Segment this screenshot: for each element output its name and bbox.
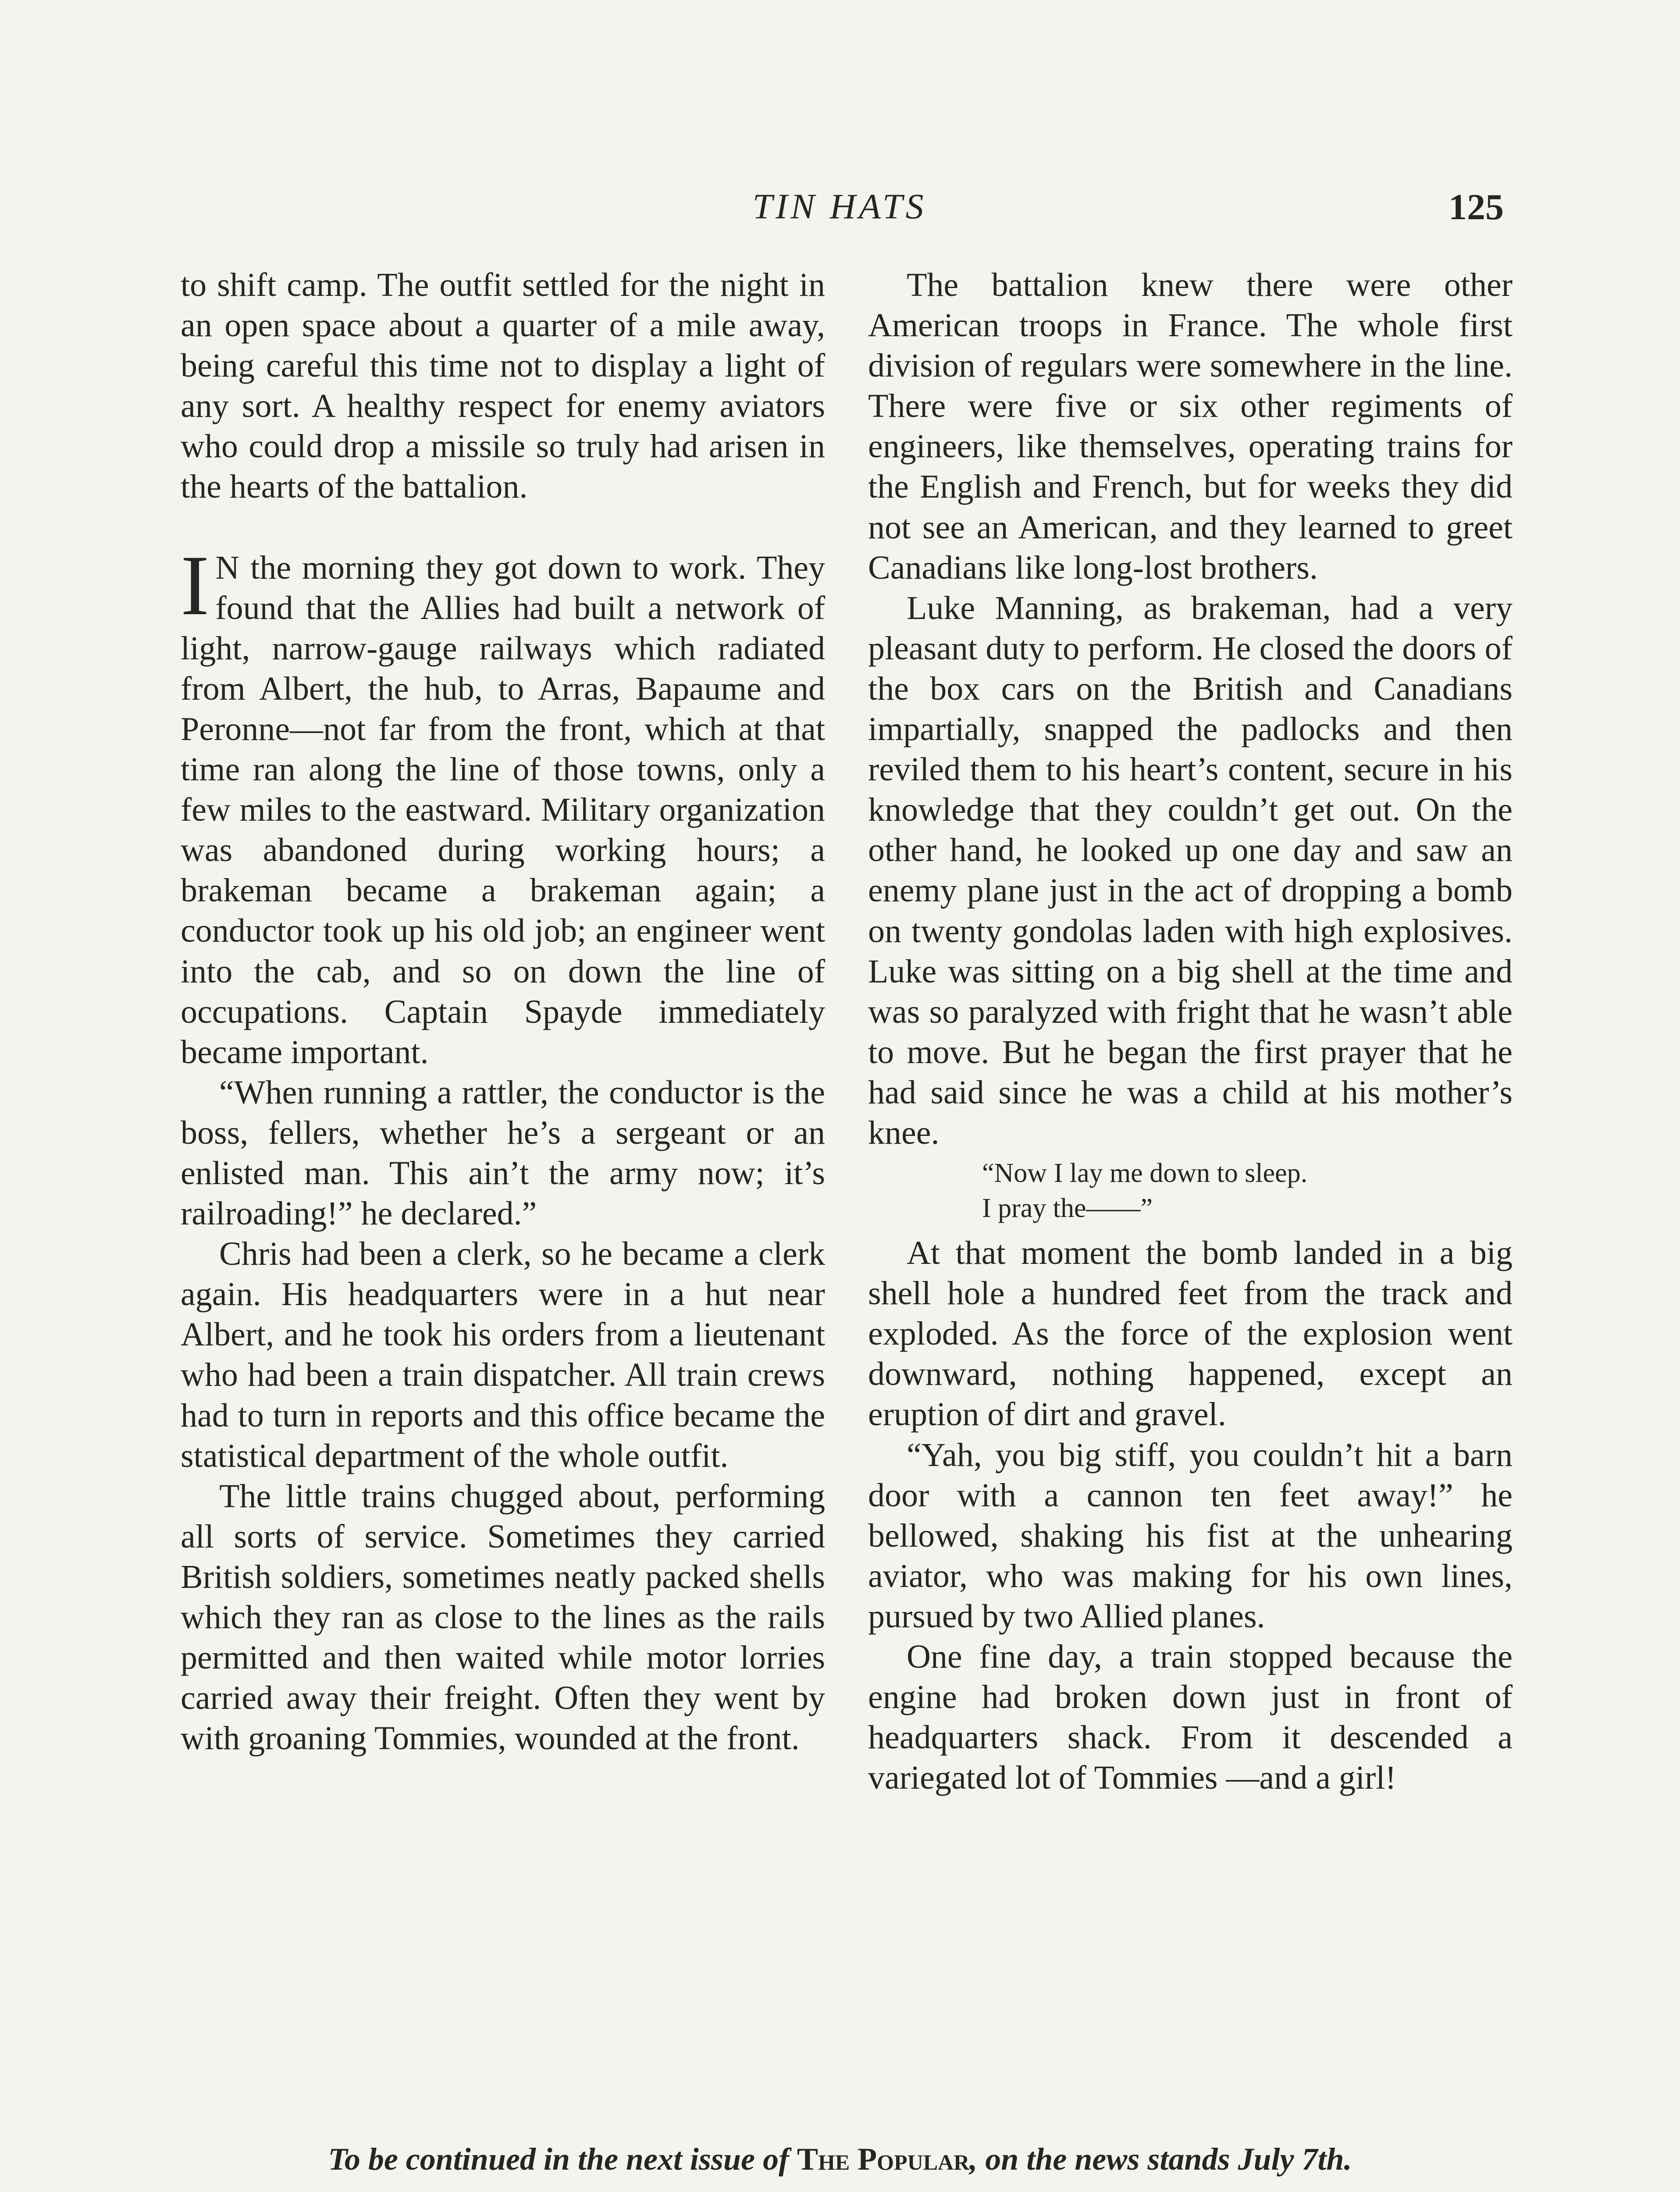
page-header	[175, 186, 1504, 234]
paragraph: “When running a rattler, the conductor is the boss, fellers, whether he’s a sergeant or an enlisted man. This ain’t the army now; it’s railroading!” he declared.”	[181, 1074, 825, 1232]
continuation-suffix: , on the news stands July 7th.	[969, 2142, 1352, 2177]
left-column	[181, 265, 825, 1758]
right-column	[868, 265, 1513, 1798]
paragraph: At that moment the bomb landed in a big shell hole a hundred feet from the track and exploded. As the force of the explosion went downward, nothing happened, except an eruption of dirt and gravel.	[868, 1235, 1513, 1433]
paragraph: Luke Manning, as brakeman, had a very pleasant duty to perform. He closed the doors of the box cars on the British and Canadians impartially, snapped the padlocks and then reviled them to his heart’s content, secure in his knowledge that they couldn’t get out. On the other hand, he looked up one day and saw an enemy plane just in the act of dropping a bomb on twenty gondolas laden with high explosives. Luke was sitting on a big shell at the time and was so paralyzed with fright that he wasn’t able to move. But he began the first prayer that he had said since he was a child at his mother’s knee.	[868, 589, 1513, 1151]
paragraph: “Yah, you big stiff, you couldn’t hit a barn door with a cannon ten feet away!” he bellowed, shaking his fist at the unhearing aviator, who was making for his own lines, pursued by two Allied planes.	[868, 1436, 1513, 1635]
continuation-note	[132, 2141, 1548, 2178]
running-title: TIN HATS	[752, 186, 927, 226]
page-number: 125	[1449, 187, 1504, 228]
paragraph: Chris had been a clerk, so he became a clerk again. His headquarters were in a hut near Albert, and he took his orders from a lieutenant who had been a train dispatcher. All train crews had to turn in reports and this office became the statistical department of the whole outfit.	[181, 1235, 825, 1474]
magazine-name: The Popular	[797, 2142, 970, 2177]
paragraph: The battalion knew there were other American troops in France. The whole first division of regulars were somewhere in the line. There were five or six other regiments of engineers, like themselves, operating trains for the English and French, but for weeks they did not see an American, and they learned to greet Canadians like long-lost brothers.	[868, 267, 1513, 586]
paragraph: The little trains chugged about, performing all sorts of service. Sometimes they carried British soldiers, sometimes neatly packed shells which they ran as close to the lines as the rails permitted and then waited while motor lorries carried away their freight. Often they went by with groaning Tommies, wounded at the front.	[181, 1477, 825, 1757]
drop-cap: I	[181, 537, 210, 633]
verse-line: “Now I lay me down to sleep.	[982, 1158, 1308, 1189]
paragraph: to shift camp. The outfit settled for the night in an open space about a quarter of a mile away, being careful this time not to display a light of any sort. A healthy respect for enemy aviators who could drop a missile so truly had arisen in the hearts of the battalion.	[181, 267, 825, 505]
paragraph: One fine day, a train stopped because the engine had broken down just in front of headquarters shack. From it descended a variegated lot of Tommies —and a girl!	[868, 1638, 1513, 1797]
verse-line: I pray the——”	[982, 1193, 1153, 1224]
paragraph-text: N the morning they got down to work. They found that the Allies had built a network of light, narrow-gauge railways which radiated from Albert, the hub, to Arras, Bapaume and Peronne—not far from the front, which at that time ran along the line of those towns, only a few miles to the eastward. Military organization was abandoned during working hours; a brakeman became a brakeman again; a conductor took up his old job; an engineer went into the cab, and so on down the line of occupations. Captain Spayde immediately became important.	[181, 549, 825, 1071]
continuation-prefix: To be continued in the next issue of	[328, 2142, 789, 2177]
verse-quote	[982, 1156, 1513, 1226]
section-opening-paragraph	[181, 537, 825, 1072]
